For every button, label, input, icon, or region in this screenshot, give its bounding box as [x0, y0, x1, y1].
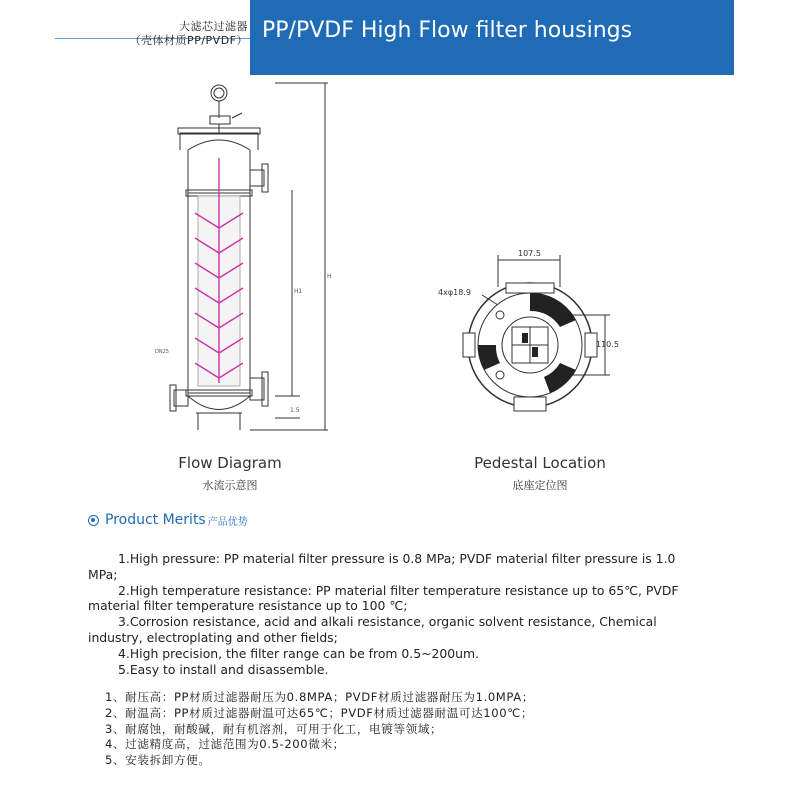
dim-label-1-5: 1.5 — [290, 407, 300, 414]
merit-cn-item: 1、耐压高：PP材质过滤器耐压为0.8MPA；PVDF材质过滤器耐压为1.0MPA； — [105, 690, 534, 704]
product-merits-heading-en: Product Merits — [105, 512, 206, 528]
pedestal-hole-label: 4xφ18.9 — [438, 288, 471, 297]
dim-label-h: H — [327, 273, 332, 280]
merit-en-item: 3.Corrosion resistance, acid and alkali resistance, organic solvent resistance, Chemical industry, electroplating and other fields; — [88, 614, 657, 645]
pedestal-location-caption: Pedestal Location — [474, 454, 606, 472]
merit-en-item: 5.Easy to install and disassemble. — [118, 661, 329, 677]
dim-label-h1: H1 — [294, 288, 303, 295]
merit-cn-item: 4、过滤精度高，过滤范围为0.5-200微米； — [105, 737, 345, 752]
page-title: PP/PVDF High Flow filter housings — [262, 18, 633, 43]
pressure-gauge-icon — [211, 85, 227, 101]
merit-cn-item: 3、耐腐蚀，耐酸碱，耐有机溶剂，可用于化工，电镀等领域； — [105, 721, 443, 736]
flow-diagram-caption: Flow Diagram — [178, 454, 282, 472]
merit-en-item: 2.High temperature resistance: PP material filter temperature resistance up to 65℃, PVDF material filter temperature resistance up to 100 ℃; — [88, 582, 679, 614]
product-merits-heading-cn: 产品优势 — [207, 516, 248, 528]
pedestal-location-drawing — [420, 245, 640, 425]
product-merits-heading — [88, 512, 248, 528]
pedestal-dim-top: 107.5 — [518, 249, 541, 258]
target-bullet-icon — [88, 515, 99, 526]
merit-cn-item: 2、耐温高：PP材质过滤器耐温可达65℃；PVDF材质过滤器耐温可达100℃； — [105, 705, 534, 720]
merit-en-item: 1.High pressure: PP material filter pressure is 0.8 MPa; PVDF material filter pressure is 1.0 MPa; — [88, 551, 676, 582]
header-cn-line2: （壳体材质PP/PVDF） — [129, 34, 248, 47]
merit-cn-item: 5、安装拆卸方便。 — [105, 753, 211, 768]
merits-english-list — [88, 551, 708, 677]
merits-chinese-list — [105, 690, 665, 769]
flow-diagram-caption-cn: 水流示意图 — [202, 479, 258, 492]
side-label-dn: DN25 — [155, 349, 169, 355]
merit-en-item: 4.High precision, the filter range can be from 0.5~200um. — [118, 645, 480, 661]
flow-diagram-drawing — [150, 78, 350, 448]
pedestal-dim-right: 110.5 — [596, 340, 619, 349]
header-chinese-title — [120, 20, 248, 48]
pedestal-location-caption-cn: 底座定位图 — [512, 479, 568, 492]
header-cn-line1: 大滤芯过滤器 — [179, 20, 248, 33]
